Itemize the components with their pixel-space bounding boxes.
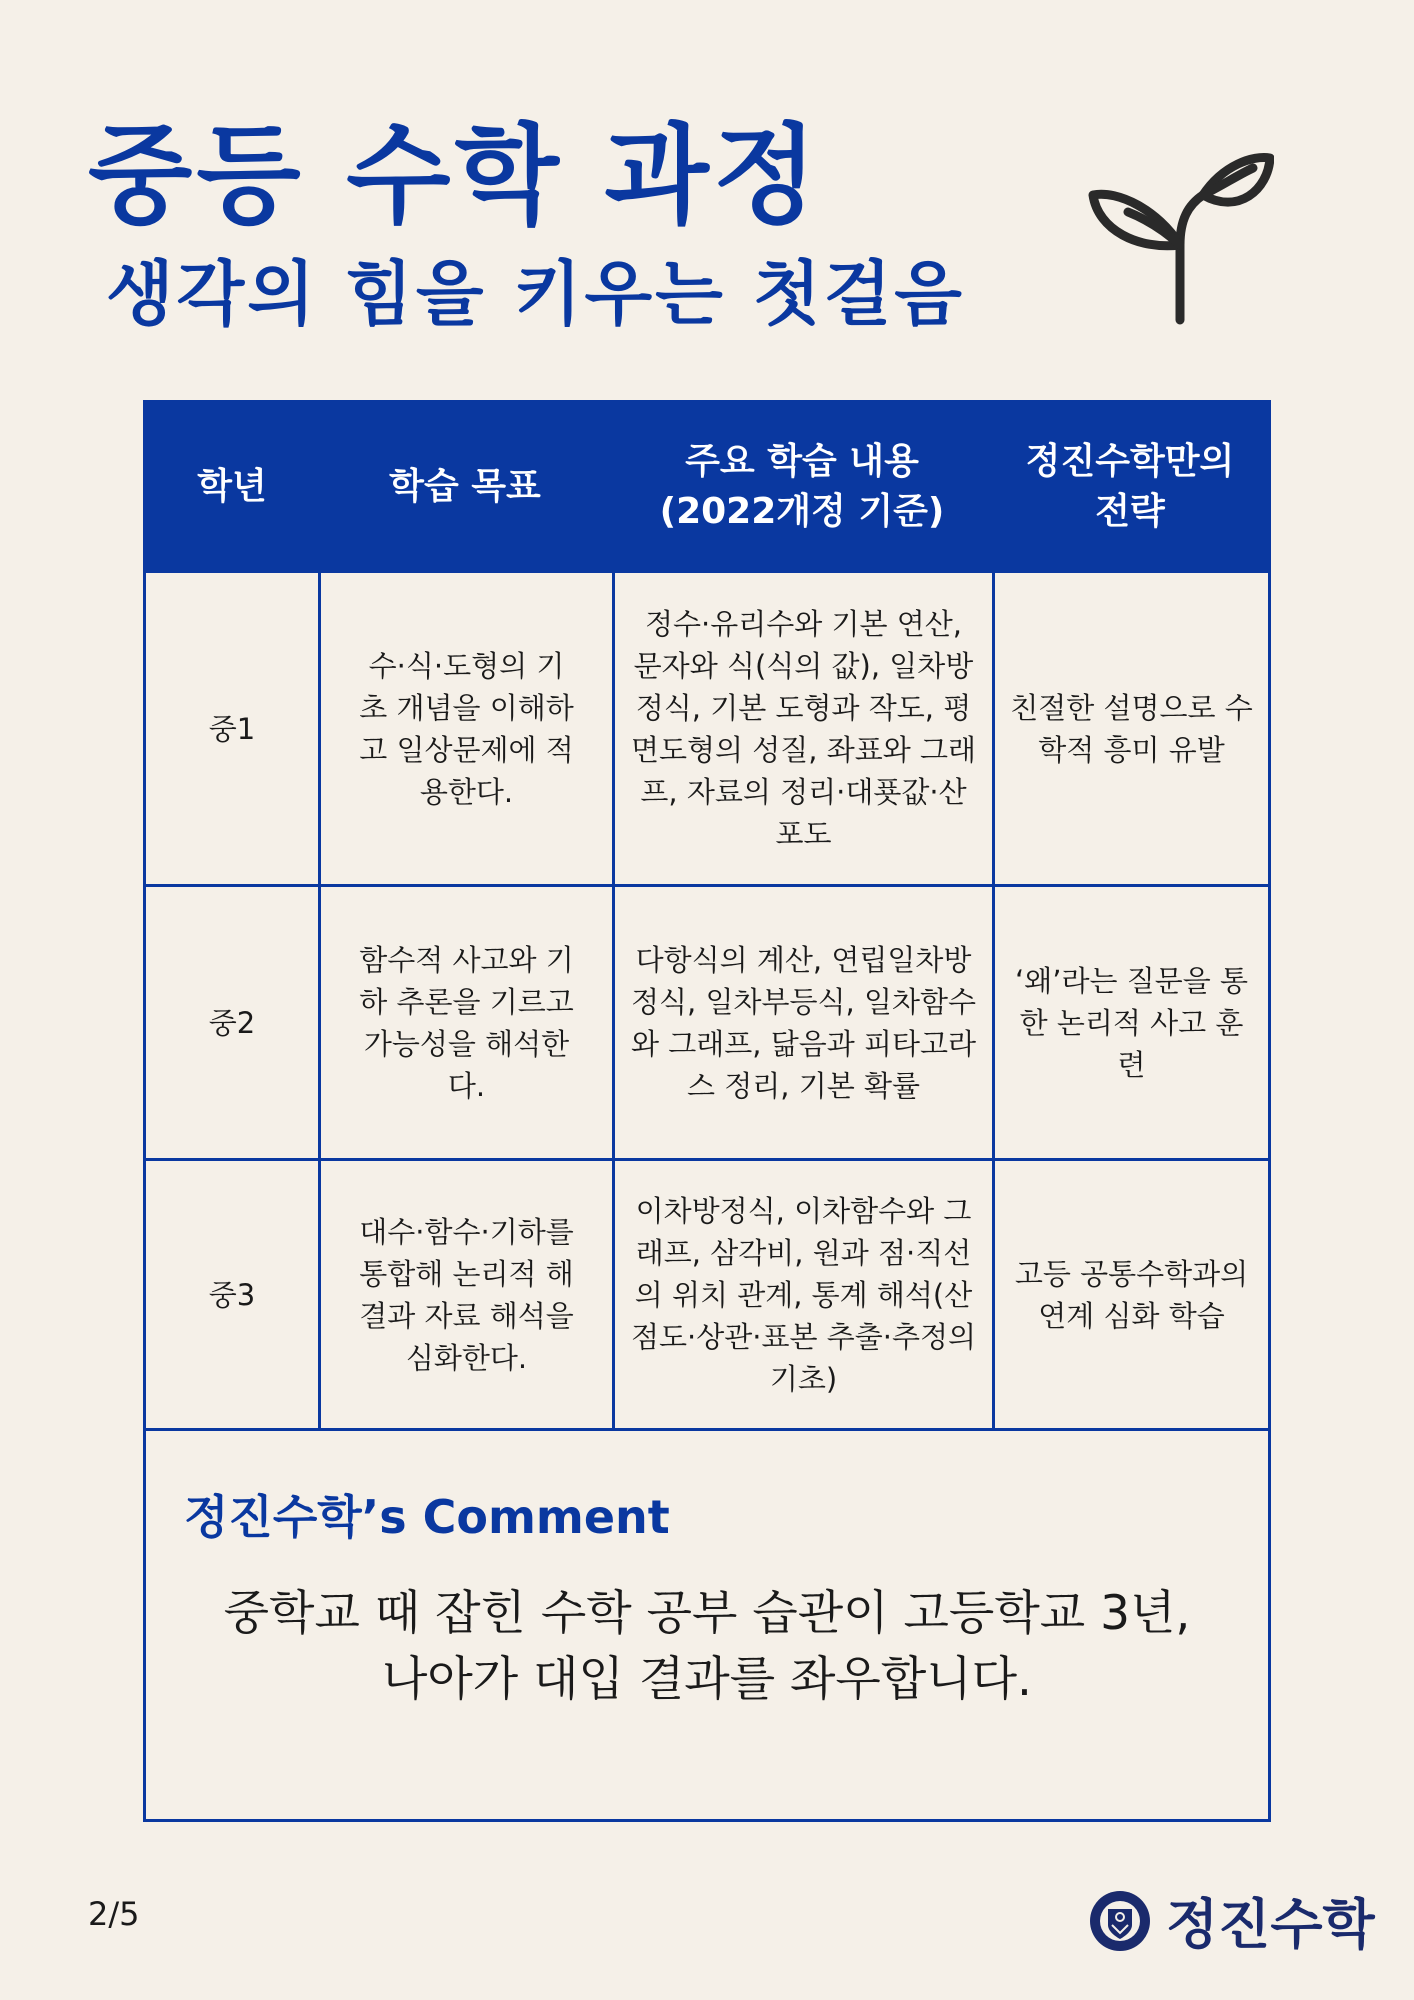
grade-cell: 중2 [208,1005,256,1040]
strategy-cell: 고등 공통수학과의 연계 심화 학습 [992,1161,1268,1428]
comment-line: 나아가 대입 결과를 좌우합니다. [382,1652,1032,1707]
content-cell: 다항식의 계산, 연립일차방정식, 일차부등식, 일차함수와 그래프, 닮음과 피타고라스 정리, 기본 확률 [612,887,992,1158]
content-cell: 정수·유리수와 기본 연산, 문자와 식(식의 값), 일차방정식, 기본 도형과 작도, 평면도형의 성질, 좌표와 그래프, 자료의 정리·대푯값·산포도 [612,573,992,884]
header-grade: 학년 [197,465,267,507]
content-cell: 이차방정식, 이차함수와 그래프, 삼각비, 원과 점·직선의 위치 관계, 통계 해석(산점도·상관·표본 추출·추정의 기초) [612,1161,992,1428]
curriculum-table [143,400,1271,1822]
table-row [146,884,1268,1158]
comment-body [146,1581,1268,1713]
comment-line: 중학교 때 잡힌 수학 공부 습관이 고등학교 3년, [223,1586,1191,1641]
university-seal-icon [1088,1889,1152,1953]
grade-cell: 중3 [208,1277,256,1312]
page-title: 중등 수학 과정 [88,114,822,239]
header-goal: 학습 목표 [389,465,541,507]
comment-box [146,1428,1268,1819]
goal-cell: 함수적 사고와 기하 추론을 기르고 가능성을 해석한다. [318,887,612,1158]
brand-name: 정진수학 [1166,1893,1375,1956]
comment-heading: 정진수학’s Comment [184,1490,670,1544]
strategy-cell: ‘왜’라는 질문을 통한 논리적 사고 훈련 [992,887,1268,1158]
goal-cell: 수·식·도형의 기초 개념을 이해하고 일상문제에 적용한다. [318,573,612,884]
header-strategy: 정진수학만의 전략 [1025,440,1235,532]
table-row [146,570,1268,884]
table-row [146,1158,1268,1428]
page-number: 2/5 [88,1895,140,1933]
page-subtitle: 생각의 힘을 키우는 첫걸음 [106,253,965,335]
strategy-cell: 친절한 설명으로 수학적 흥미 유발 [992,573,1268,884]
goal-cell: 대수·함수·기하를 통합해 논리적 해결과 자료 해석을 심화한다. [318,1161,612,1428]
sprout-icon [1088,150,1274,326]
brand-logo [1088,1882,1375,1959]
header-content: 주요 학습 내용 (2022개정 기준) [659,440,945,532]
grade-cell: 중1 [208,711,256,746]
table-header [146,403,1268,570]
